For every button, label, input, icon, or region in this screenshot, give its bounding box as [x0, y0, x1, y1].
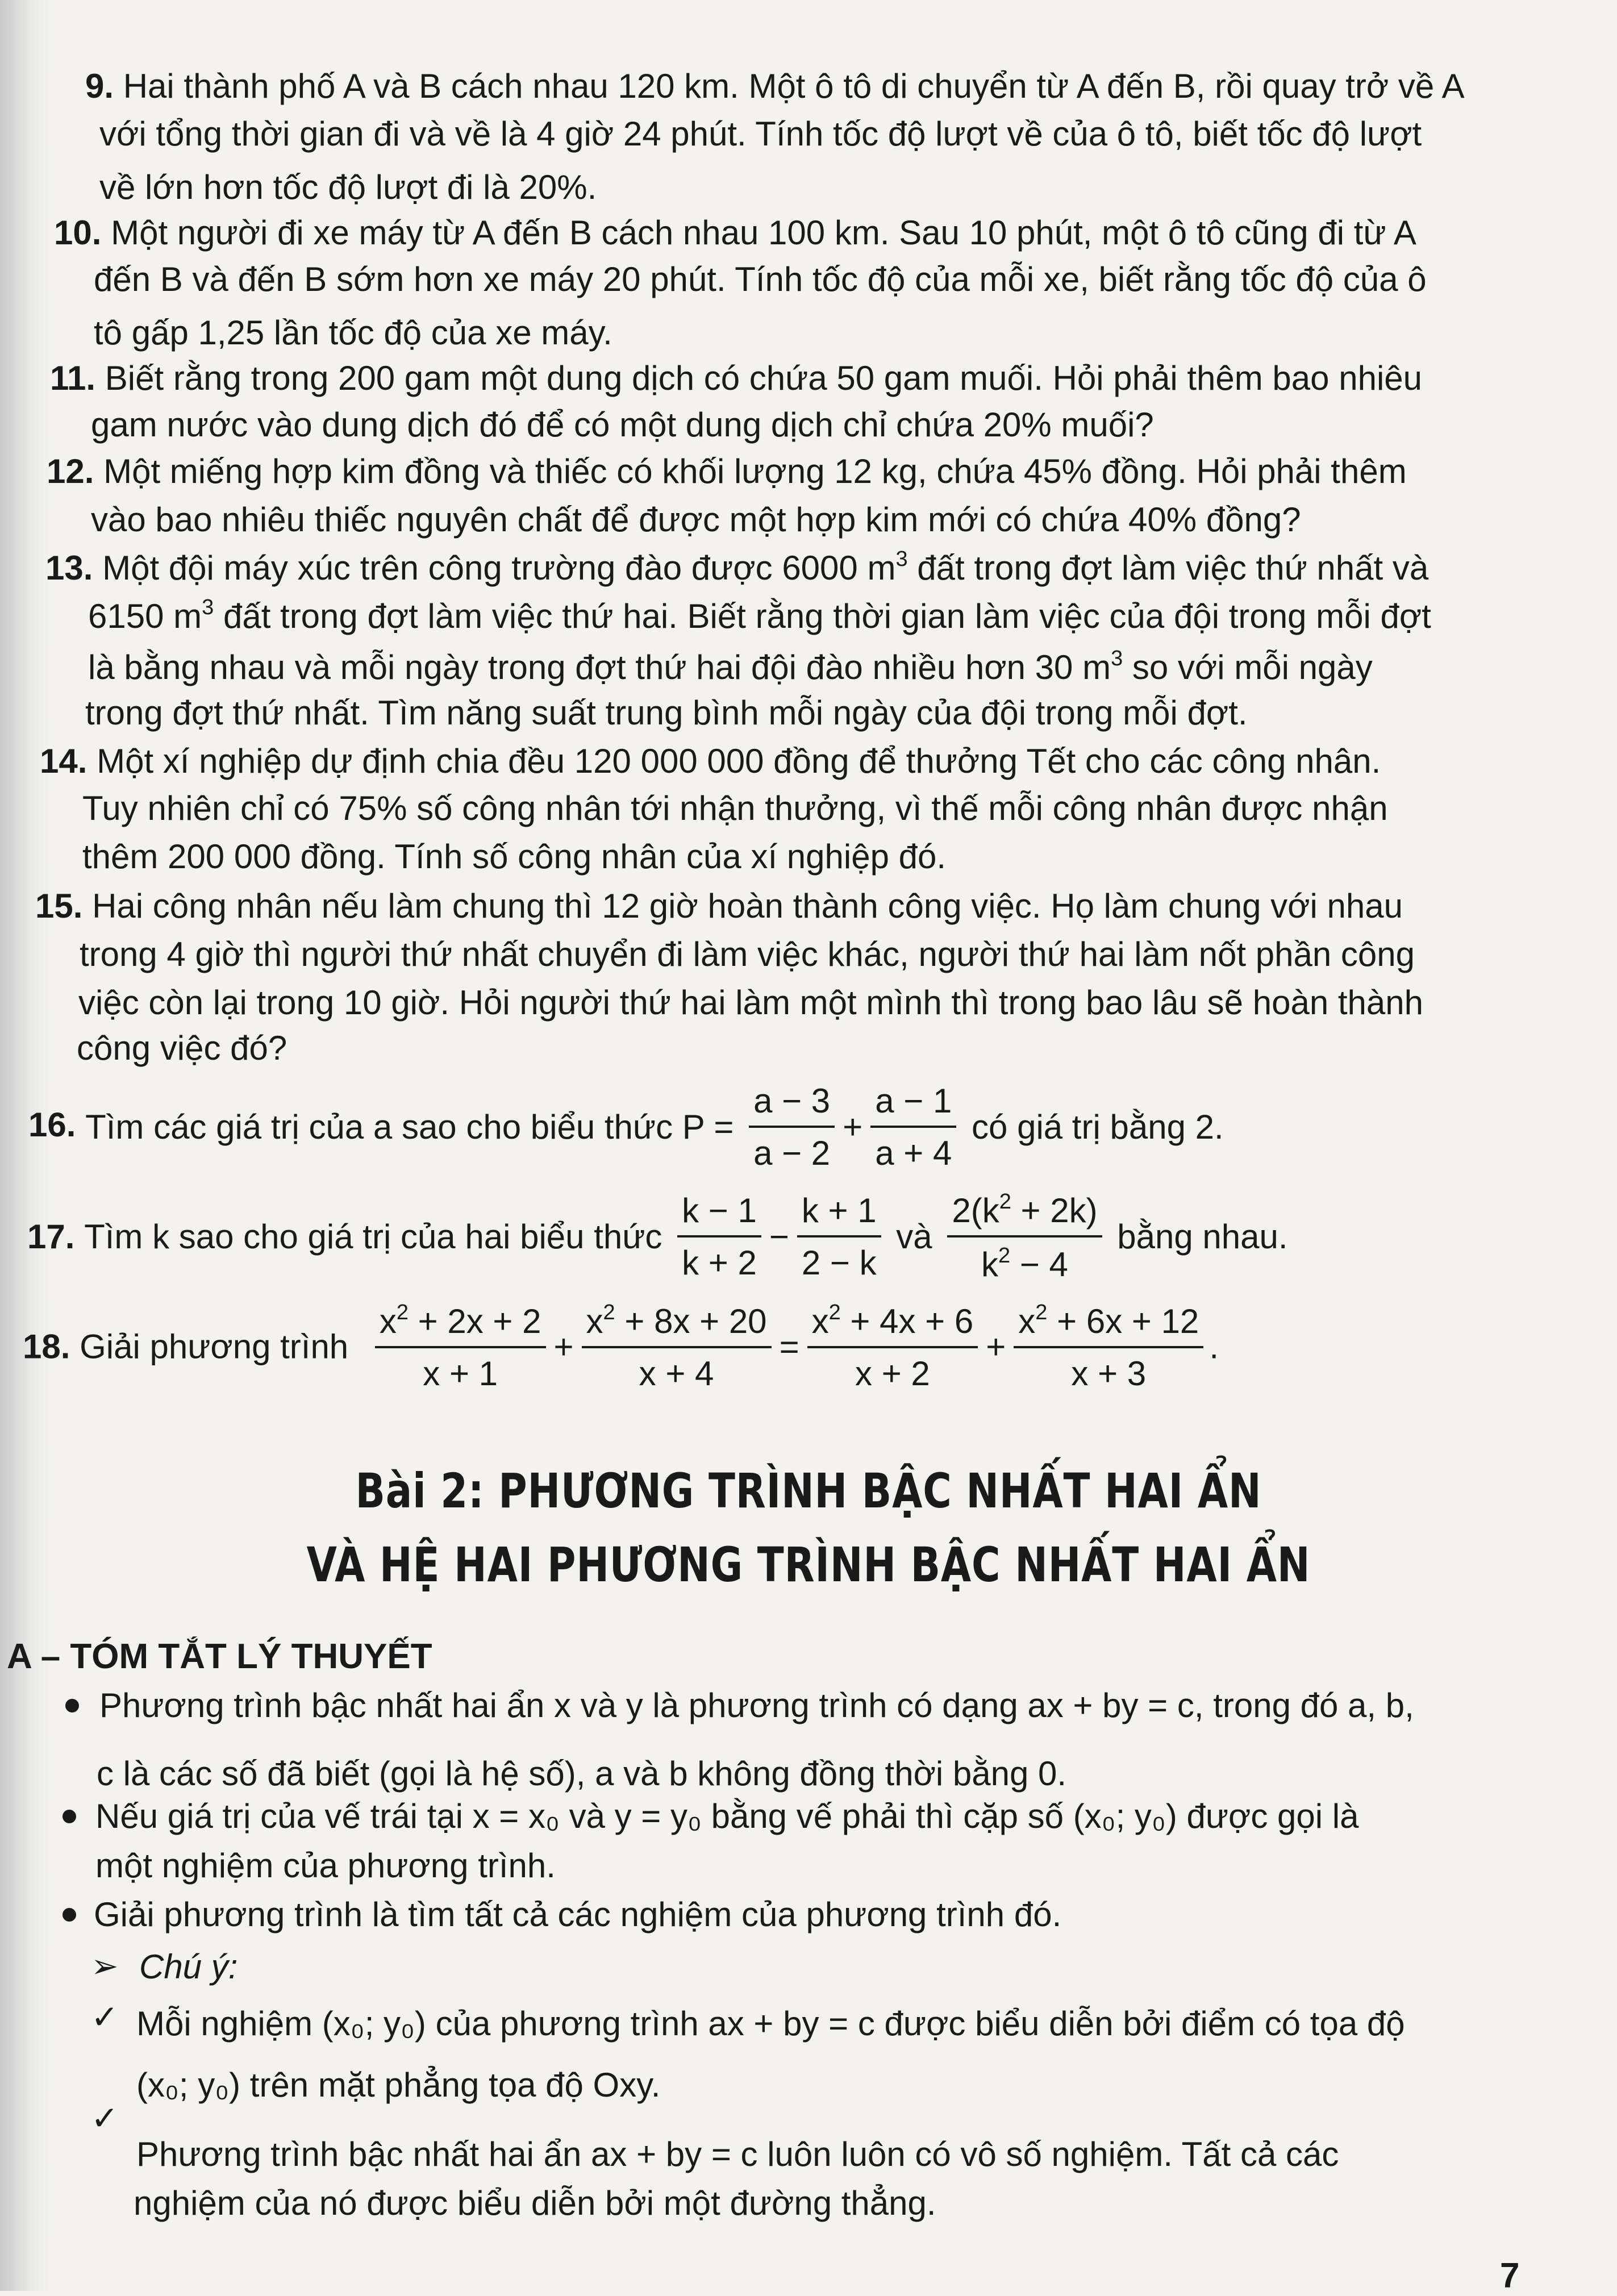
theory-bullet-1-line-2: c là các số đã biết (gọi là hệ số), a và b không đồng thời bằng 0. — [97, 1755, 1067, 1793]
numerator — [947, 1190, 1102, 1237]
operator: − — [769, 1218, 789, 1256]
denominator: x + 2 — [855, 1355, 930, 1393]
denominator: x + 1 — [423, 1355, 498, 1393]
page-number: 7 — [1500, 2256, 1520, 2295]
problem-text: Một đội máy xúc trên công trường đào được 6000 m — [102, 549, 896, 587]
problem-13-line-3 — [88, 648, 1373, 685]
operator: + — [986, 1327, 1006, 1366]
problem-11-line-1 — [50, 361, 1422, 395]
problem-13-line-1 — [45, 548, 1428, 585]
problem-13-line-2 — [88, 597, 1431, 634]
problem-11-line-2: gam nước vào dung dịch đó để có một dung dịch chỉ chứa 20% muối? — [91, 406, 1154, 444]
problem-10-line-3: tô gấp 1,25 lần tốc độ của xe máy. — [94, 314, 612, 352]
problem-10-line-2: đến B và đến B sớm hơn xe máy 20 phút. Tính tốc độ của mỗi xe, biết rằng tốc độ của ô — [94, 260, 1427, 298]
checkmark-icon: ✓ — [91, 2100, 119, 2137]
problem-text: Một người đi xe máy từ A đến B cách nhau 100 km. Sau 10 phút, một ô tô cũng đi từ A — [111, 214, 1416, 252]
checkmark-icon: ✓ — [91, 1999, 119, 2036]
note-item-2-line-1: Phương trình bậc nhất hai ẩn ax + by = c luôn luôn có vô số nghiệm. Tất cả các — [136, 2135, 1339, 2173]
theory-bullet-2-line-2: một nghiệm của phương trình. — [95, 1847, 556, 1885]
bullet-dot-icon — [65, 1699, 79, 1712]
superscript: 2 — [998, 1244, 1011, 1268]
theory-bullet-1-line-1: Phương trình bậc nhất hai ẩn x và y là phương trình có dạng ax + by = c, trong đó a, b, — [99, 1686, 1414, 1724]
problem-text: Biết rằng trong 200 gam một dung dịch có chứa 50 gam muối. Hỏi phải thêm bao nhiêu — [105, 359, 1423, 397]
note-label: Chú ý: — [139, 1948, 238, 1986]
operator: + — [843, 1108, 863, 1146]
superscript: 3 — [202, 595, 214, 619]
problem-number: 13. — [45, 549, 93, 587]
fraction — [870, 1082, 956, 1172]
problem-text: Tìm k sao cho giá trị của hai biểu thức — [84, 1218, 662, 1256]
fraction — [797, 1192, 881, 1282]
fraction — [582, 1301, 772, 1393]
problem-text: Một miếng hợp kim đồng và thiếc có khối lượng 12 kg, chứa 45% đồng. Hỏi phải thêm — [103, 452, 1407, 490]
lesson-title-line-1: Bài 2: PHƯƠNG TRÌNH BẬC NHẤT HAI ẨN — [355, 1463, 1262, 1519]
problem-13-line-4: trong đợt thứ nhất. Tìm năng suất trung bình mỗi ngày của đội trong mỗi đợt. — [85, 694, 1248, 732]
fraction — [947, 1190, 1102, 1284]
note-item-2-line-2: nghiệm của nó được biểu diễn bởi một đường thẳng. — [134, 2184, 936, 2222]
numerator-part: + 2k) — [1020, 1191, 1098, 1230]
problem-text: đất trong đợt làm việc thứ nhất và — [917, 549, 1429, 587]
numerator-part: x — [1018, 1302, 1036, 1340]
denominator: 2 − k — [801, 1244, 877, 1282]
fraction — [1014, 1301, 1203, 1393]
problem-text: Hai thành phố A và B cách nhau 120 km. Một ô tô di chuyển từ A đến B, rồi quay trở về A — [123, 67, 1465, 105]
problem-text: Hai công nhân nếu làm chung thì 12 giờ hoàn thành công việc. Họ làm chung với nhau — [92, 887, 1403, 925]
problem-14-line-2: Tuy nhiên chỉ có 75% số công nhân tới nhận thưởng, vì thế mỗi công nhân được nhận — [82, 789, 1388, 827]
note-item-1-line-2: (x₀; y₀) trên mặt phẳng tọa độ Oxy. — [136, 2066, 661, 2104]
numerator-part: x — [379, 1302, 397, 1340]
problem-text: Giải phương trình — [80, 1327, 349, 1366]
problem-text: có giá trị bằng 2. — [972, 1108, 1224, 1146]
numerator-part: + 2x + 2 — [418, 1302, 541, 1340]
numerator-part: x — [811, 1302, 829, 1340]
problem-14-line-1 — [40, 744, 1381, 778]
problem-text: và — [896, 1218, 932, 1256]
numerator: a − 3 — [749, 1082, 835, 1128]
denominator: a − 2 — [753, 1134, 831, 1172]
denominator: k + 2 — [682, 1244, 757, 1282]
problem-text: đất trong đợt làm việc thứ hai. Biết rằng thời gian làm việc của đội trong mỗi đợt — [223, 597, 1431, 635]
numerator: a − 1 — [870, 1082, 956, 1128]
superscript: 2 — [999, 1190, 1011, 1214]
problem-number: 18. — [23, 1327, 70, 1366]
problem-17 — [27, 1190, 1288, 1284]
problem-16 — [28, 1082, 1224, 1172]
fraction — [375, 1301, 546, 1393]
operator: + — [553, 1327, 574, 1366]
problem-15-line-3: việc còn lại trong 10 giờ. Hỏi người thứ hai làm một mình thì trong bao lâu sẽ hoàn thành — [78, 984, 1424, 1022]
superscript: 2 — [603, 1301, 615, 1324]
operator: = — [779, 1327, 799, 1366]
problem-9-line-2: với tổng thời gian đi và về là 4 giờ 24 phút. Tính tốc độ lượt về của ô tô, biết tốc độ lượt — [99, 115, 1422, 153]
superscript: 2 — [828, 1301, 841, 1324]
denominator-part: − 4 — [1019, 1245, 1068, 1284]
denominator — [977, 1237, 1073, 1284]
problem-15-line-4: công việc đó? — [77, 1029, 287, 1067]
bullet-dot-icon — [62, 1810, 76, 1823]
fraction — [749, 1082, 835, 1172]
problem-9-line-1 — [85, 69, 1465, 103]
denominator: x + 4 — [639, 1355, 714, 1393]
numerator — [582, 1301, 772, 1348]
numerator — [807, 1301, 978, 1348]
problem-10-line-1 — [54, 216, 1416, 250]
numerator-part: + 4x + 6 — [850, 1302, 974, 1340]
superscript: 3 — [895, 547, 908, 571]
numerator-part: + 6x + 12 — [1057, 1302, 1199, 1340]
problem-number: 14. — [40, 742, 87, 780]
problem-15-line-1 — [35, 889, 1403, 923]
problem-9-line-3: về lớn hơn tốc độ lượt đi là 20%. — [99, 168, 597, 206]
problem-text: là bằng nhau và mỗi ngày trong đợt thứ hai đội đào nhiều hơn 30 m — [88, 648, 1111, 686]
problem-12-line-2: vào bao nhiêu thiếc nguyên chất để được một hợp kim mới có chứa 40% đồng? — [91, 501, 1301, 539]
fraction — [807, 1301, 978, 1393]
denominator-part: k — [981, 1245, 999, 1284]
denominator: x + 3 — [1071, 1355, 1147, 1393]
problem-number: 11. — [50, 359, 96, 397]
numerator-part: 2(k — [952, 1191, 999, 1230]
problem-number: 10. — [54, 214, 102, 252]
lesson-title-line-2: VÀ HỆ HAI PHƯƠNG TRÌNH BẬC NHẤT HAI ẨN — [306, 1537, 1311, 1593]
problem-text: bằng nhau. — [1117, 1218, 1288, 1256]
problem-number: 15. — [35, 887, 83, 925]
superscript: 2 — [1035, 1301, 1048, 1324]
arrow-right-icon: ➢ — [91, 1948, 119, 1985]
operator: . — [1209, 1327, 1219, 1366]
numerator — [1014, 1301, 1203, 1348]
problem-number: 12. — [47, 452, 94, 490]
problem-14-line-3: thêm 200 000 đồng. Tính số công nhân của xí nghiệp đó. — [82, 837, 947, 876]
problem-text: Tìm các giá trị của a sao cho biểu thức P = — [85, 1108, 734, 1146]
numerator-part: + 8x + 20 — [624, 1302, 767, 1340]
numerator: k − 1 — [677, 1192, 761, 1237]
superscript: 2 — [396, 1301, 409, 1324]
numerator — [375, 1301, 546, 1348]
problem-number: 9. — [85, 67, 114, 105]
problem-18 — [23, 1301, 1219, 1393]
numerator-part: x — [586, 1302, 603, 1340]
problem-15-line-2: trong 4 giờ thì người thứ nhất chuyển đi làm việc khác, người thứ hai làm nốt phần công — [80, 935, 1415, 973]
denominator: a + 4 — [875, 1134, 952, 1172]
section-heading: A – TÓM TẮT LÝ THUYẾT — [7, 1637, 432, 1676]
problem-12-line-1 — [47, 452, 1407, 490]
bullet-dot-icon — [62, 1908, 76, 1922]
problem-text: 6150 m — [88, 597, 202, 635]
problem-number: 16. — [28, 1105, 76, 1144]
fraction — [677, 1192, 761, 1282]
theory-bullet-2-line-1: Nếu giá trị của vế trái tại x = x₀ và y = y₀ bằng vế phải thì cặp số (x₀; y₀) được gọi là — [95, 1797, 1359, 1835]
numerator: k + 1 — [797, 1192, 881, 1237]
problem-number: 17. — [27, 1218, 75, 1256]
theory-bullet-3: Giải phương trình là tìm tất cả các nghiệm của phương trình đó. — [94, 1895, 1062, 1934]
problem-text: Một xí nghiệp dự định chia đều 120 000 000 đồng để thưởng Tết cho các công nhân. — [97, 742, 1381, 780]
superscript: 3 — [1111, 647, 1123, 670]
problem-text: so với mỗi ngày — [1132, 648, 1373, 686]
note-item-1-line-1: Mỗi nghiệm (x₀; y₀) của phương trình ax + by = c được biểu diễn bởi điểm có tọa độ — [136, 2005, 1405, 2043]
